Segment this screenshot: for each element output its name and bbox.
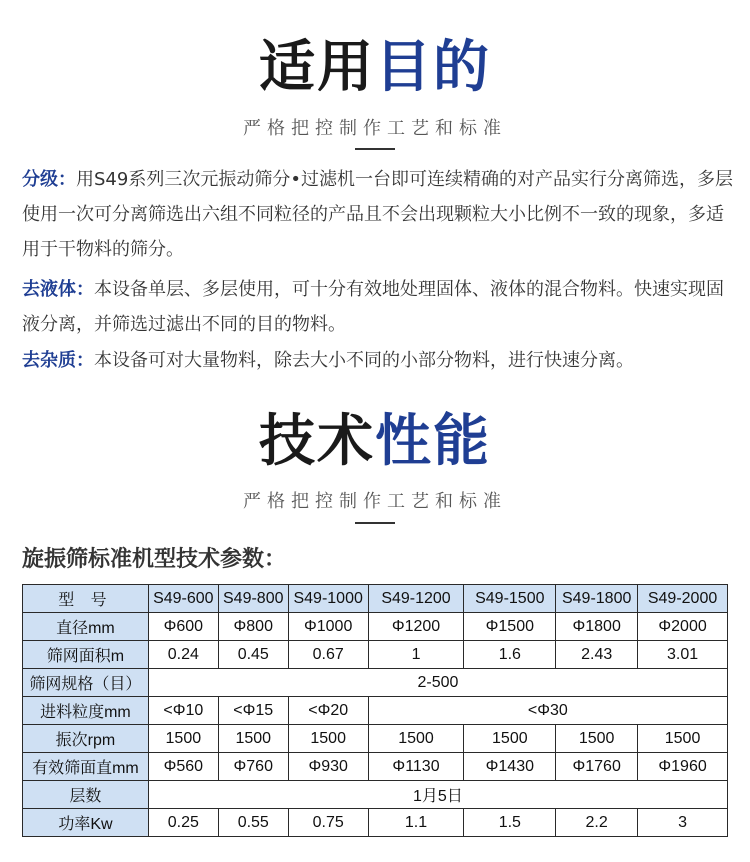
model-cell: S49-1000 xyxy=(288,585,368,613)
table-cell: 0.67 xyxy=(288,641,368,669)
table-cell: Φ1500 xyxy=(464,613,556,641)
table-cell: 2.2 xyxy=(556,809,638,837)
table-cell: Φ560 xyxy=(148,753,218,781)
table-cell: 0.55 xyxy=(218,809,288,837)
table-cell: <Φ10 xyxy=(148,697,218,725)
table-row-power xyxy=(23,809,728,837)
table-cell: <Φ20 xyxy=(288,697,368,725)
paragraph-grading xyxy=(22,162,734,267)
table-cell: 1500 xyxy=(288,725,368,753)
table-cell: Φ2000 xyxy=(638,613,728,641)
table-cell: Φ1960 xyxy=(638,753,728,781)
title-underline xyxy=(355,522,395,524)
table-cell: Φ1800 xyxy=(556,613,638,641)
table-cell-merged: 2-500 xyxy=(148,669,727,697)
title-dark-part: 适用 xyxy=(259,35,375,100)
table-row-diameter xyxy=(23,613,728,641)
table-row-effective xyxy=(23,753,728,781)
paragraph-liquid xyxy=(22,272,734,342)
paragraph-lead: 分级： xyxy=(22,169,76,190)
table-row-area xyxy=(23,641,728,669)
table-cell: 0.25 xyxy=(148,809,218,837)
paragraph-text: 本设备可对大量物料，除去大小不同的小部分物料，进行快速分离。 xyxy=(94,350,634,371)
table-cell: Φ930 xyxy=(288,753,368,781)
table-cell: 1500 xyxy=(218,725,288,753)
section-subtitle: 严格把控制作工艺和标准 xyxy=(243,118,507,139)
row-label: 振次rpm xyxy=(23,725,149,753)
table-cell: Φ1000 xyxy=(288,613,368,641)
table-cell: 0.45 xyxy=(218,641,288,669)
row-label: 有效筛面直mm xyxy=(23,753,149,781)
table-row-mesh xyxy=(23,669,728,697)
model-cell: S49-1800 xyxy=(556,585,638,613)
table-cell: Φ800 xyxy=(218,613,288,641)
spec-table xyxy=(22,584,728,837)
table-cell: 1500 xyxy=(638,725,728,753)
paragraph-text: 用S49系列三次元振动筛分•过滤机一台即可连续精确的对产品实行分离筛选，多层使用一次可分离筛选出六组不同粒径的产品且不会出现颗粒大小比例不一致的现象，多适用于干物料的筛分。 xyxy=(22,169,733,260)
row-label: 进料粒度mm xyxy=(23,697,149,725)
table-cell: Φ1200 xyxy=(368,613,464,641)
table-row-model xyxy=(23,585,728,613)
table-cell: Φ1430 xyxy=(464,753,556,781)
table-cell-merged: 1月5日 xyxy=(148,781,727,809)
table-cell: Φ600 xyxy=(148,613,218,641)
table-cell: 1500 xyxy=(148,725,218,753)
section-title-purpose xyxy=(0,36,750,100)
title-underline xyxy=(355,148,395,150)
row-label: 筛网面积m xyxy=(23,641,149,669)
table-cell: Φ760 xyxy=(218,753,288,781)
table-cell: 0.24 xyxy=(148,641,218,669)
model-cell: S49-2000 xyxy=(638,585,728,613)
model-cell: S49-600 xyxy=(148,585,218,613)
section-title-performance xyxy=(0,410,750,474)
paragraph-lead: 去杂质： xyxy=(22,350,94,371)
title-blue-part: 性能 xyxy=(375,409,491,474)
table-row-vibration xyxy=(23,725,728,753)
row-label: 功率Kw xyxy=(23,809,149,837)
section-subtitle: 严格把控制作工艺和标准 xyxy=(243,491,507,512)
table-cell: 3.01 xyxy=(638,641,728,669)
table-cell: 1500 xyxy=(464,725,556,753)
model-cell: S49-800 xyxy=(218,585,288,613)
model-cell: S49-1200 xyxy=(368,585,464,613)
row-label: 层数 xyxy=(23,781,149,809)
table-cell: 0.75 xyxy=(288,809,368,837)
table-cell-merged: <Φ30 xyxy=(368,697,727,725)
table-cell: 3 xyxy=(638,809,728,837)
table-cell: 1500 xyxy=(368,725,464,753)
table-row-layers xyxy=(23,781,728,809)
paragraph-text: 本设备单层、多层使用，可十分有效地处理固体、液体的混合物料。快速实现固液分离，并筛选过滤出不同的目的物料。 xyxy=(22,279,724,335)
row-label: 直径mm xyxy=(23,613,149,641)
table-cell: 1 xyxy=(368,641,464,669)
table-cell: Φ1760 xyxy=(556,753,638,781)
row-label: 型 号 xyxy=(23,585,149,613)
title-blue-part: 目的 xyxy=(375,35,491,100)
table-cell: Φ1130 xyxy=(368,753,464,781)
table-cell: <Φ15 xyxy=(218,697,288,725)
paragraph-lead: 去液体： xyxy=(22,279,94,300)
title-dark-part: 技术 xyxy=(259,409,375,474)
table-cell: 1.6 xyxy=(464,641,556,669)
model-cell: S49-1500 xyxy=(464,585,556,613)
table-row-feed xyxy=(23,697,728,725)
table-cell: 1.5 xyxy=(464,809,556,837)
paragraph-impurity xyxy=(22,343,734,378)
table-cell: 1.1 xyxy=(368,809,464,837)
table-heading: 旋振筛标准机型技术参数： xyxy=(22,547,287,572)
table-cell: 2.43 xyxy=(556,641,638,669)
row-label: 筛网规格（目） xyxy=(23,669,149,697)
table-cell: 1500 xyxy=(556,725,638,753)
